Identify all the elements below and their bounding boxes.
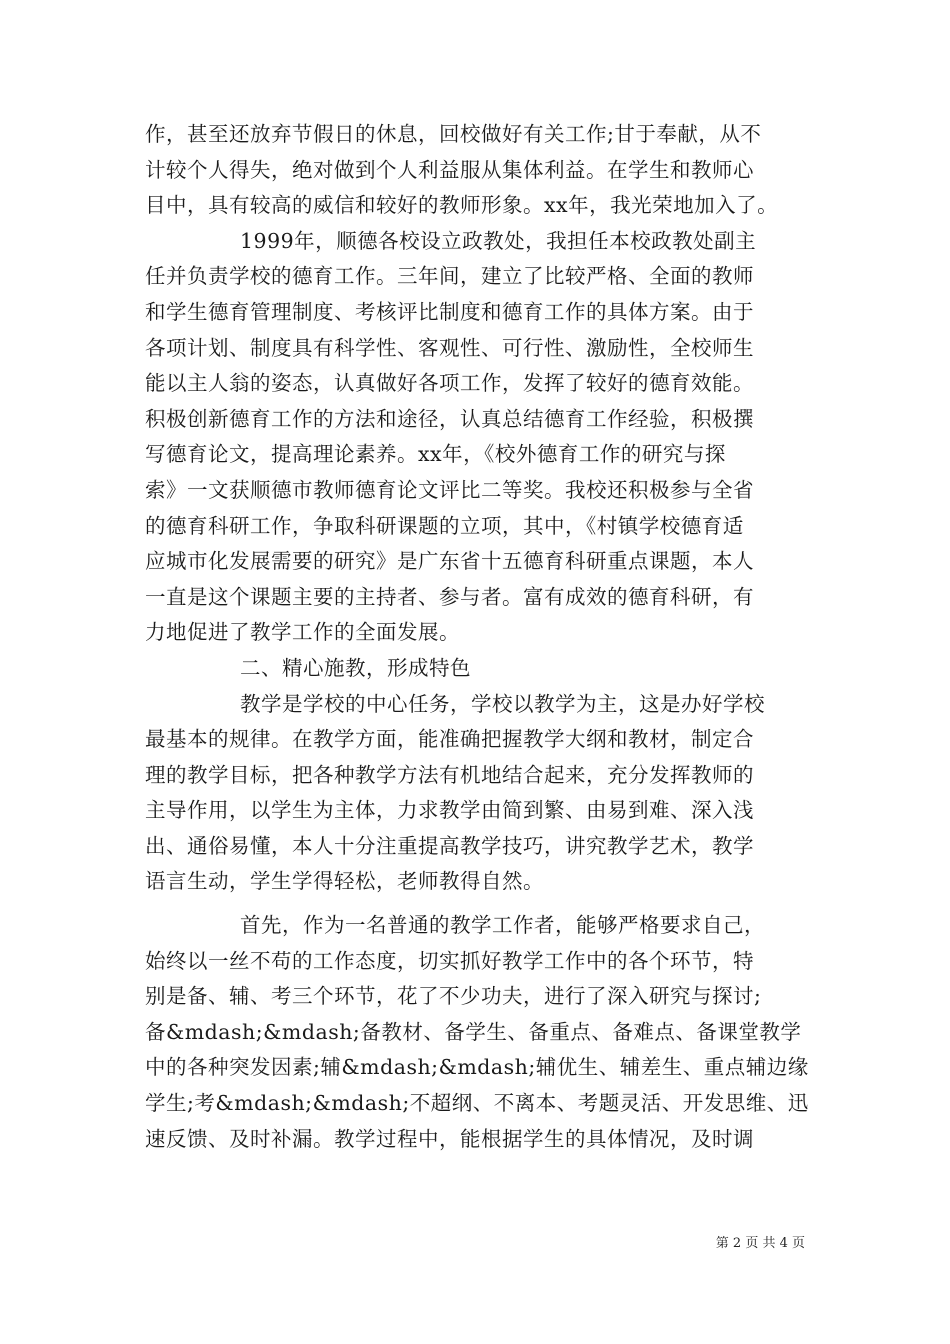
text-line: 最基本的规律。在教学方面，能准确把握教学大纲和教材，制定合 xyxy=(145,727,754,752)
text-line: 积极创新德育工作的方法和途径，认真总结德育工作经验，积极撰 xyxy=(145,406,754,431)
text-line: 理的教学目标，把各种教学方法有机地结合起来，充分发挥教师的 xyxy=(145,762,754,787)
text-line: 备&mdash;&mdash;备教材、备学生、备重点、备难点、备课堂教学 xyxy=(145,1019,802,1044)
text-line: 主导作用，以学生为主体，力求教学由简到繁、由易到难、深入浅 xyxy=(145,798,754,823)
paragraph-gap xyxy=(145,900,810,908)
text-line: 的德育科研工作，争取科研课题的立项，其中，《村镇学校德育适 xyxy=(145,513,744,538)
text-line: 语言生动，学生学得轻松，老师教得自然。 xyxy=(145,869,544,894)
text-line: 任并负责学校的德育工作。三年间，建立了比较严格、全面的教师 xyxy=(145,264,754,289)
text-line: 教学是学校的中心任务，学校以教学为主，这是办好学校 xyxy=(240,691,765,716)
text-line: 二、精心施教，形成特色 xyxy=(240,655,471,680)
text-line: 和学生德育管理制度、考核评比制度和德育工作的具体方案。由于 xyxy=(145,299,754,324)
text-line: 出、通俗易懂，本人十分注重提高教学技巧，讲究教学艺术，教学 xyxy=(145,833,754,858)
text-line: 作，甚至还放弃节假日的休息，回校做好有关工作;甘于奉献，从不 xyxy=(145,122,762,146)
text-line: 写德育论文，提高理论素养。xx年，《校外德育工作的研究与探 xyxy=(145,442,726,467)
text-line: 能以主人翁的姿态，认真做好各项工作，发挥了较好的德育效能。 xyxy=(145,371,754,396)
text-line: 别是备、辅、考三个环节，花了不少功夫，进行了深入研究与探讨; xyxy=(145,984,762,1009)
text-line: 学生;考&mdash;&mdash;不超纲、不离本、考题灵活、开发思维、迅 xyxy=(145,1091,809,1116)
page-number: 第 2 页 共 4 页 xyxy=(715,1236,805,1251)
text-line: 1999年，顺德各校设立政教处，我担任本校政教处副主 xyxy=(240,228,757,253)
text-line: 力地促进了教学工作的全面发展。 xyxy=(145,620,460,645)
text-line: 中的各种突发因素;辅&mdash;&mdash;辅优生、辅差生、重点辅边缘 xyxy=(145,1055,809,1080)
text-line: 目中，具有较高的威信和较好的教师形象。xx年，我光荣地加入了。 xyxy=(145,193,779,218)
text-line: 首先，作为一名普通的教学工作者，能够严格要求自己， xyxy=(240,913,765,938)
text-line: 一直是这个课题主要的主持者、参与者。富有成效的德育科研，有 xyxy=(145,584,754,609)
text-line: 始终以一丝不苟的工作态度，切实抓好教学工作中的各个环节，特 xyxy=(145,948,754,973)
text-line: 索》一文获顺德市教师德育论文评比二等奖。我校还积极参与全省 xyxy=(145,477,754,502)
text-line: 应城市化发展需要的研究》是广东省十五德育科研重点课题，本人 xyxy=(145,549,754,574)
text-line: 计较个人得失，绝对做到个人利益服从集体利益。在学生和教师心 xyxy=(145,157,754,182)
text-line: 速反馈、及时补漏。教学过程中，能根据学生的具体情况，及时调 xyxy=(145,1126,754,1151)
body-text xyxy=(145,117,810,1157)
text-line: 各项计划、制度具有科学性、客观性、可行性、激励性，全校师生 xyxy=(145,335,754,360)
